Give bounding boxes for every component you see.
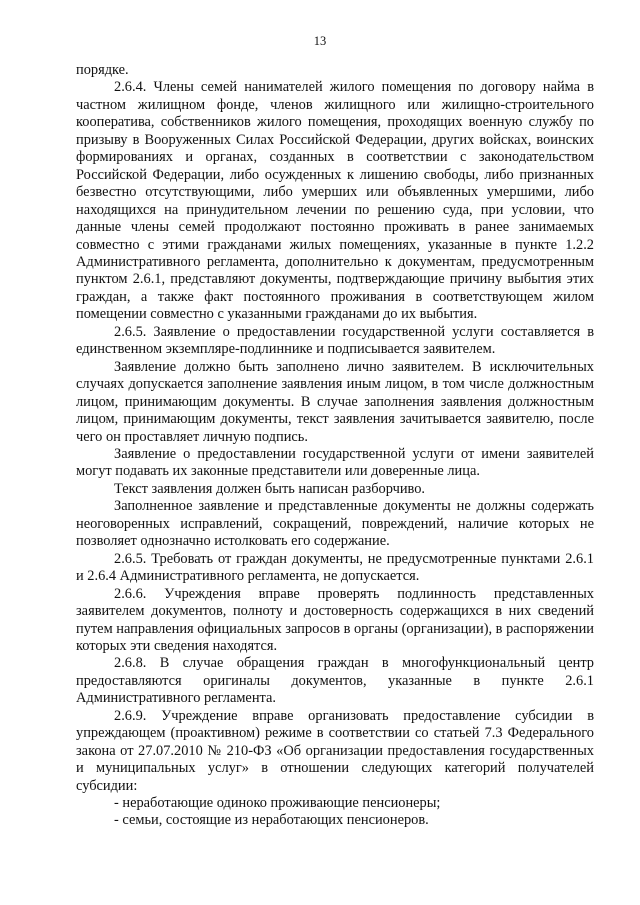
paragraph-2-6-4: 2.6.4. Члены семей нанимателей жилого помещения по договору найма в частном жилищном фонде, членов жилищного или жилищно-строительного кооператива, собственников жилого помещения, проходящих военную службу по призыву в Вооруженных Силах Российской Федерации, других войсках, воинских формированиях и органах, созданных в соответствии с законодательством Российской Федерации, либо осужденных к лишению свободы, либо признанных безвестно отсутствующими, либо умерших или объявленных умершими, либо находящихся на принудительном лечении по решению суда, при условии, что данные члены семей продолжают постоянно проживать в ранее занимаемых совместно с этими гражданами жилых помещениях, указанные в пункте 1.2.2 Административного регламента, дополнительно к документам, предусмотренным пунктом 2.6.1, представляют документы, подтверждающие причину выбытия этих граждан, а также факт постоянного проживания в соответствующем жилом помещении совместно с указанными гражданами до их выбытия. — [76, 79, 594, 323]
paragraph-2-6-5-prohibition: 2.6.5. Требовать от граждан документы, не предусмотренные пунктами 2.6.1 и 2.6.4 Административного регламента, не допускается. — [76, 550, 594, 585]
list-item-pensioners-alone: - неработающие одиноко проживающие пенсионеры; — [114, 795, 441, 812]
paragraph-2-6-5-application: 2.6.5. Заявление о предоставлении государственной услуги составляется в единственном экземпляре-подлиннике и подписывается заявителем. — [76, 323, 594, 358]
document-body — [76, 62, 594, 830]
paragraph-representatives: Заявление о предоставлении государственной услуги от имени заявителей могут подавать их законные представители или доверенные лица. — [76, 445, 594, 480]
paragraph-continuation: порядке. — [76, 62, 129, 78]
paragraph-2-6-8: 2.6.8. В случае обращения граждан в многофункциональный центр предоставляются оригиналы документов, указанные в пункте 2.6.1 Административного регламента. — [76, 655, 594, 707]
list-item-pensioner-families: - семьи, состоящие из неработающих пенсионеров. — [114, 812, 429, 829]
paragraph-no-corrections: Заполненное заявление и представленные документы не должны содержать неоговоренных исправлений, сокращений, повреждений, наличие которых не позволяет однозначно истолковать его содержание. — [76, 498, 594, 550]
paragraph-2-6-9: 2.6.9. Учреждение вправе организовать предоставление субсидии в упреждающем (проактивном) режиме в соответствии со статьей 7.3 Федерального закона от 27.07.2010 № 210-ФЗ «Об организации предоставления государственных и муниципальных услуг» в отношении следующих категорий получателей субсидии: — [76, 707, 594, 794]
page-number: 13 — [313, 34, 327, 48]
paragraph-legible-text: Текст заявления должен быть написан разборчиво. — [114, 480, 426, 497]
paragraph-application-filled-personally: Заявление должно быть заполнено лично заявителем. В исключительных случаях допускается заполнение заявления иным лицом, в том числе должностным лицом, принимающим документы. В случае заполнения заявления должностным лицом, принимающим документы, текст заявления зачитывается заявителю, после чего он проставляет личную подпись. — [76, 358, 594, 445]
paragraph-2-6-6: 2.6.6. Учреждения вправе проверять подлинность представленных заявителем документов, полноту и достоверность содержащихся в них сведений путем направления официальных запросов в органы (организации), в распоряжении которых эти сведения находятся. — [76, 585, 594, 654]
